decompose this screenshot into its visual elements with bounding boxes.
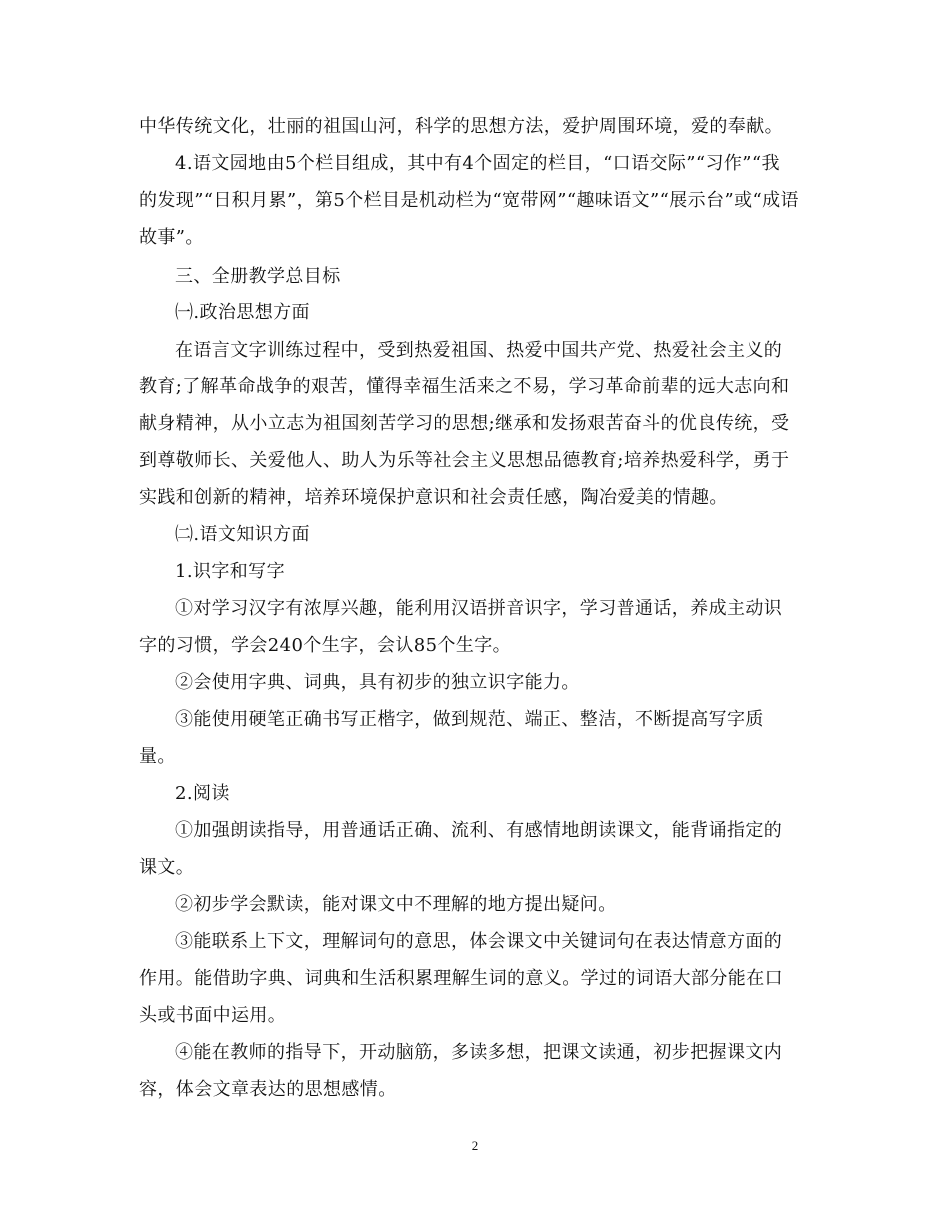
- text-line: 实践和创新的精神，培养环境保护意识和社会责任感，陶冶爱美的情趣。: [139, 487, 728, 508]
- text-line: 容，体会文章表达的思想感情。: [139, 1079, 397, 1100]
- text-line: 4.语文园地由5个栏目组成，其中有4个固定的栏目，“口语交际”“习作”“我: [175, 153, 780, 174]
- item-heading: 1.识字和写字: [175, 561, 285, 582]
- text-line: ④能在教师的指导下，开动脑筋，多读多想，把课文读通，初步把握课文内: [175, 1042, 783, 1063]
- section-heading: 三、全册教学总目标: [175, 266, 341, 287]
- text-line: 字的习惯，学会240个生字，会认85个生字。: [139, 635, 512, 656]
- text-line: 在语言文字训练过程中，受到热爱祖国、热爱中国共产党、热爱社会主义的: [175, 340, 783, 361]
- subsection-heading: ㈡.语文知识方面: [175, 524, 310, 545]
- text-line: 的发现”“日积月累”，第5个栏目是机动栏为“宽带网”“趣味语文”“展示台”或“成语: [139, 190, 799, 211]
- page-number: 2: [471, 1138, 479, 1153]
- text-line: 量。: [139, 746, 176, 767]
- text-line: 中华传统文化，壮丽的祖国山河，科学的思想方法，爱护周围环境，爱的奉献。: [139, 116, 783, 137]
- text-line: 献身精神，从小立志为祖国刻苦学习的思想;继承和发扬艰苦奋斗的优良传统，受: [139, 413, 790, 434]
- text-line: 到尊敬师长、关爱他人、助人为乐等社会主义思想品德教育;培养热爱科学，勇于: [139, 450, 790, 471]
- text-line: 课文。: [139, 857, 195, 878]
- text-line: 头或书面中运用。: [139, 1005, 287, 1026]
- text-line: ③能联系上下文，理解词句的意思，体会课文中关键词句在表达情意方面的: [175, 931, 783, 952]
- subsection-heading: ㈠.政治思想方面: [175, 302, 310, 323]
- text-line: 作用。能借助字典、词典和生活积累理解生词的意义。学过的词语大部分能在口: [139, 968, 783, 989]
- text-line: ①加强朗读指导，用普通话正确、流利、有感情地朗读课文，能背诵指定的: [175, 820, 783, 841]
- text-line: ②会使用字典、词典，具有初步的独立识字能力。: [175, 672, 580, 693]
- text-line: ③能使用硬笔正确书写正楷字，做到规范、端正、整洁，不断提高写字质: [175, 709, 764, 730]
- text-line: ②初步学会默读，能对课文中不理解的地方提出疑问。: [175, 894, 617, 915]
- text-line: ①对学习汉字有浓厚兴趣，能利用汉语拼音识字，学习普通话，养成主动识: [175, 598, 783, 619]
- text-line: 教育;了解革命战争的艰苦，懂得幸福生活来之不易，学习革命前辈的远大志向和: [139, 376, 790, 397]
- item-heading: 2.阅读: [175, 783, 230, 804]
- text-line: 故事”。: [139, 227, 204, 248]
